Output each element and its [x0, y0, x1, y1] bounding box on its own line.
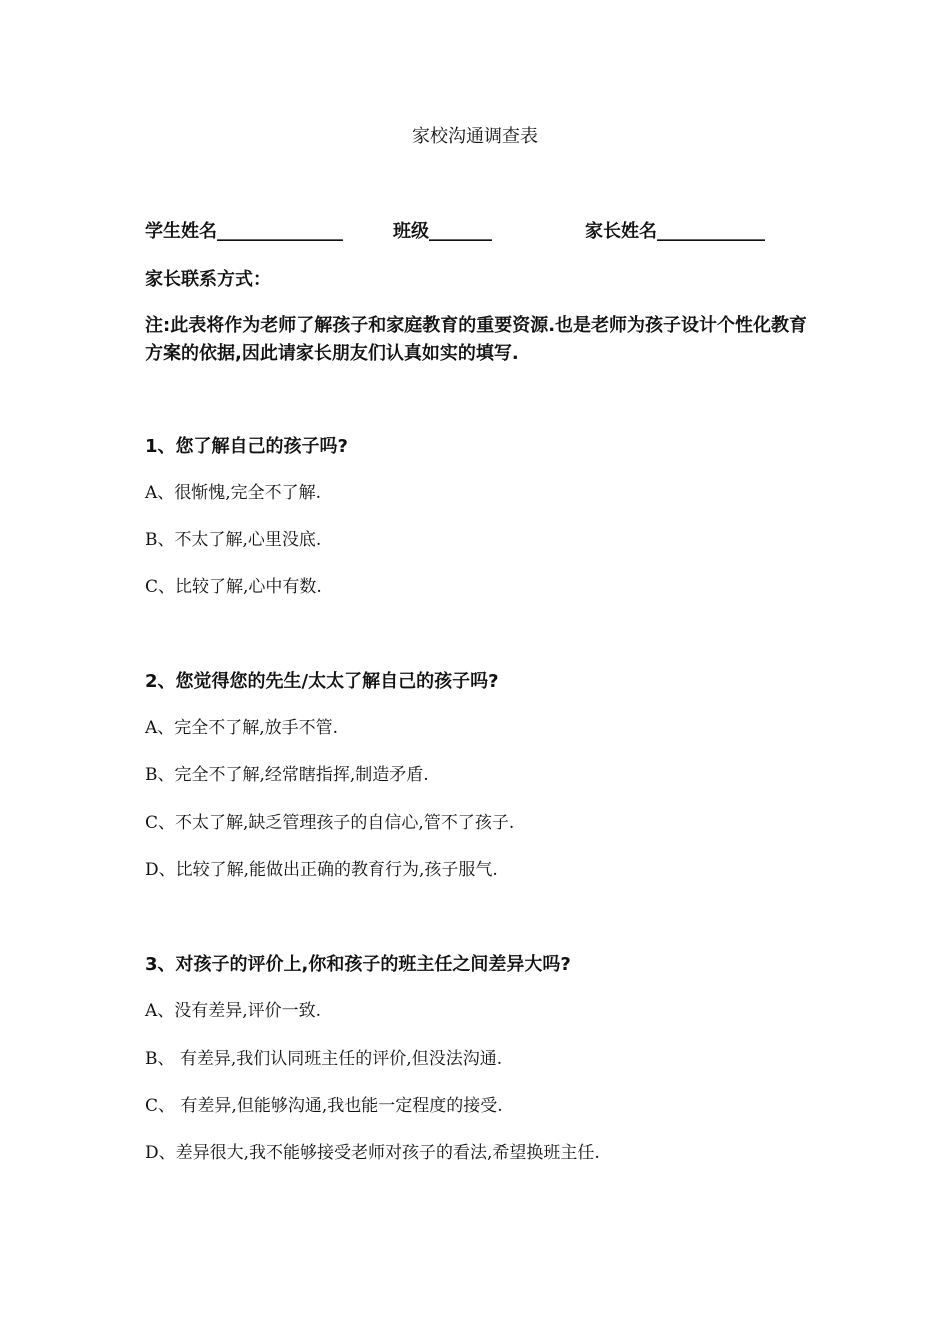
- info-row: [145, 218, 845, 246]
- note-text: 注:此表将作为老师了解孩子和家庭教育的重要资源.也是老师为孩子设计个性化教育方案的依据,因此请家长朋友们认真如实的填写.: [145, 315, 808, 364]
- question-3: 3、对孩子的评价上,你和孩子的班主任之间差异大吗?: [145, 954, 571, 975]
- question-2-option-a: A、完全不了解,放手不管.: [145, 718, 339, 738]
- question-3-option-a: A、没有差异,评价一致.: [145, 1001, 322, 1021]
- question-3-option-d: D、差异很大,我不能够接受老师对孩子的看法,希望换班主任.: [145, 1143, 600, 1163]
- question-1-option-b: B、不太了解,心里没底.: [145, 530, 322, 550]
- class-field: 班级_______: [393, 221, 492, 242]
- question-1-option-a: A、很惭愧,完全不了解.: [145, 483, 322, 503]
- document-title: 家校沟通调查表: [412, 126, 538, 147]
- student-name-field: 学生姓名______________: [145, 221, 343, 242]
- question-2-option-b: B、完全不了解,经常瞎指挥,制造矛盾.: [145, 765, 429, 785]
- question-1: 1、您了解自己的孩子吗?: [145, 436, 348, 457]
- question-3-option-c: C、 有差异,但能够沟通,我也能一定程度的接受.: [145, 1096, 503, 1116]
- question-2-option-c: C、不太了解,缺乏管理孩子的自信心,管不了孩子.: [145, 813, 515, 833]
- question-2: 2、您觉得您的先生/太太了解自己的孩子吗?: [145, 671, 499, 692]
- question-2-option-d: D、比较了解,能做出正确的教育行为,孩子服气.: [145, 860, 498, 880]
- contact-label: 家长联系方式：: [145, 269, 271, 290]
- question-3-option-b: B、 有差异,我们认同班主任的评价,但没法沟通.: [145, 1049, 503, 1069]
- question-1-option-c: C、比较了解,心中有数.: [145, 577, 322, 597]
- parent-name-field: 家长姓名____________: [585, 221, 765, 242]
